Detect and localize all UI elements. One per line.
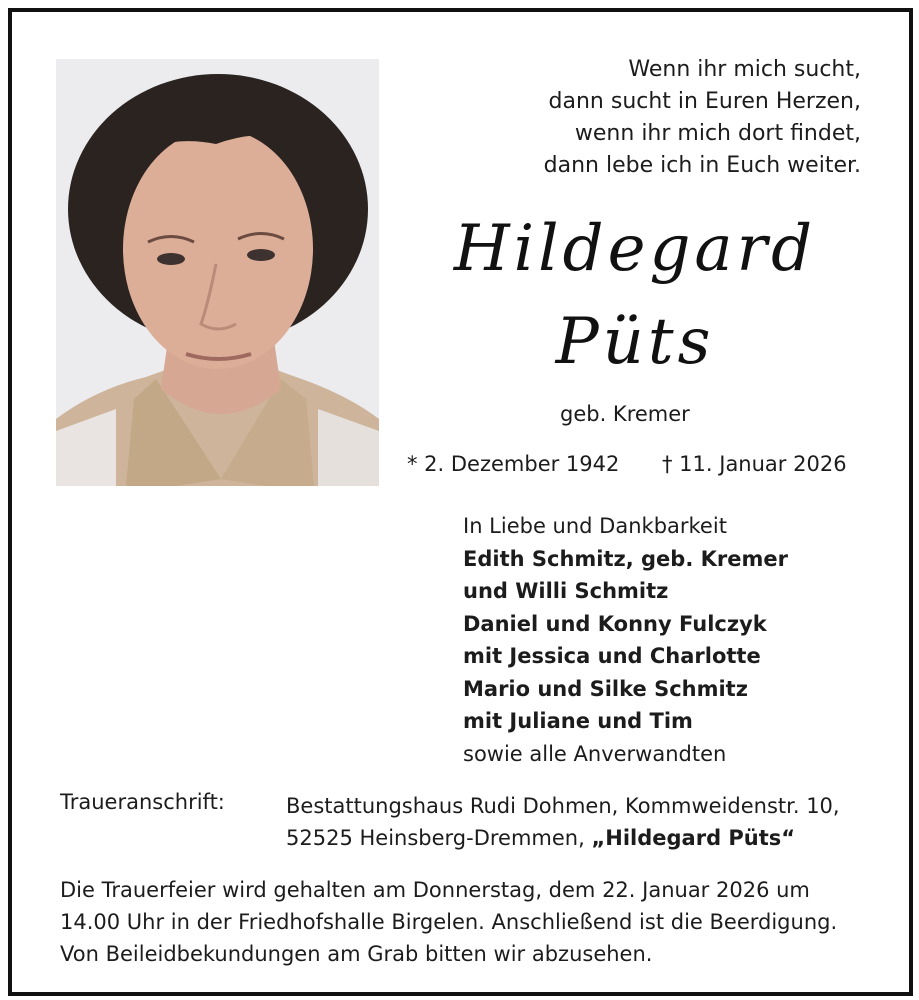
ceremony-info: [60, 874, 837, 970]
mourner-line: mit Juliane und Tim: [463, 709, 693, 733]
ceremony-line: 14.00 Uhr in der Friedhofshalle Birgelen. Anschließend ist die Beerdigung.: [60, 910, 838, 934]
address-reference: „Hildegard Püts“: [591, 826, 796, 850]
ceremony-line: Die Trauerfeier wird gehalten am Donnerstag, dem 22. Januar 2026 um: [60, 878, 810, 902]
poem-line: dann sucht in Euren Herzen,: [548, 89, 861, 114]
mourners-list: [463, 510, 788, 770]
birth-date: * 2. Dezember 1942: [407, 452, 620, 476]
portrait-photo: [56, 59, 379, 486]
mourners-closing: sowie alle Anverwandten: [463, 741, 727, 766]
last-name: Püts: [555, 305, 715, 379]
ceremony-line: Von Beileidbekundungen am Grab bitten wir abzusehen.: [60, 942, 653, 966]
mourner-line: Mario und Silke Schmitz: [463, 676, 748, 701]
address-line-2: [286, 822, 840, 854]
address-city: 52525 Heinsberg-Dremmen,: [286, 826, 592, 850]
poem-line: Wenn ihr mich sucht,: [628, 57, 861, 82]
poem: [544, 54, 861, 182]
poem-line: wenn ihr mich dort findet,: [574, 121, 861, 146]
poem-line: dann lebe ich in Euch weiter.: [543, 153, 861, 178]
mourner-line: Daniel und Konny Fulczyk: [463, 611, 767, 636]
mourner-line: mit Jessica und Charlotte: [463, 644, 761, 668]
mourning-address: [286, 790, 840, 854]
address-line-1: Bestattungshaus Rudi Dohmen, Kommweidenstr. 10,: [286, 794, 840, 818]
mourner-line: Edith Schmitz, geb. Kremer: [463, 546, 788, 571]
born-name: geb. Kremer: [560, 402, 690, 426]
death-date: † 11. Januar 2026: [662, 452, 847, 476]
first-name: Hildegard: [453, 212, 817, 286]
address-label: Traueranschrift:: [60, 790, 225, 814]
mourner-line: und Willi Schmitz: [463, 579, 669, 603]
mourners-intro: In Liebe und Dankbarkeit: [463, 514, 727, 538]
